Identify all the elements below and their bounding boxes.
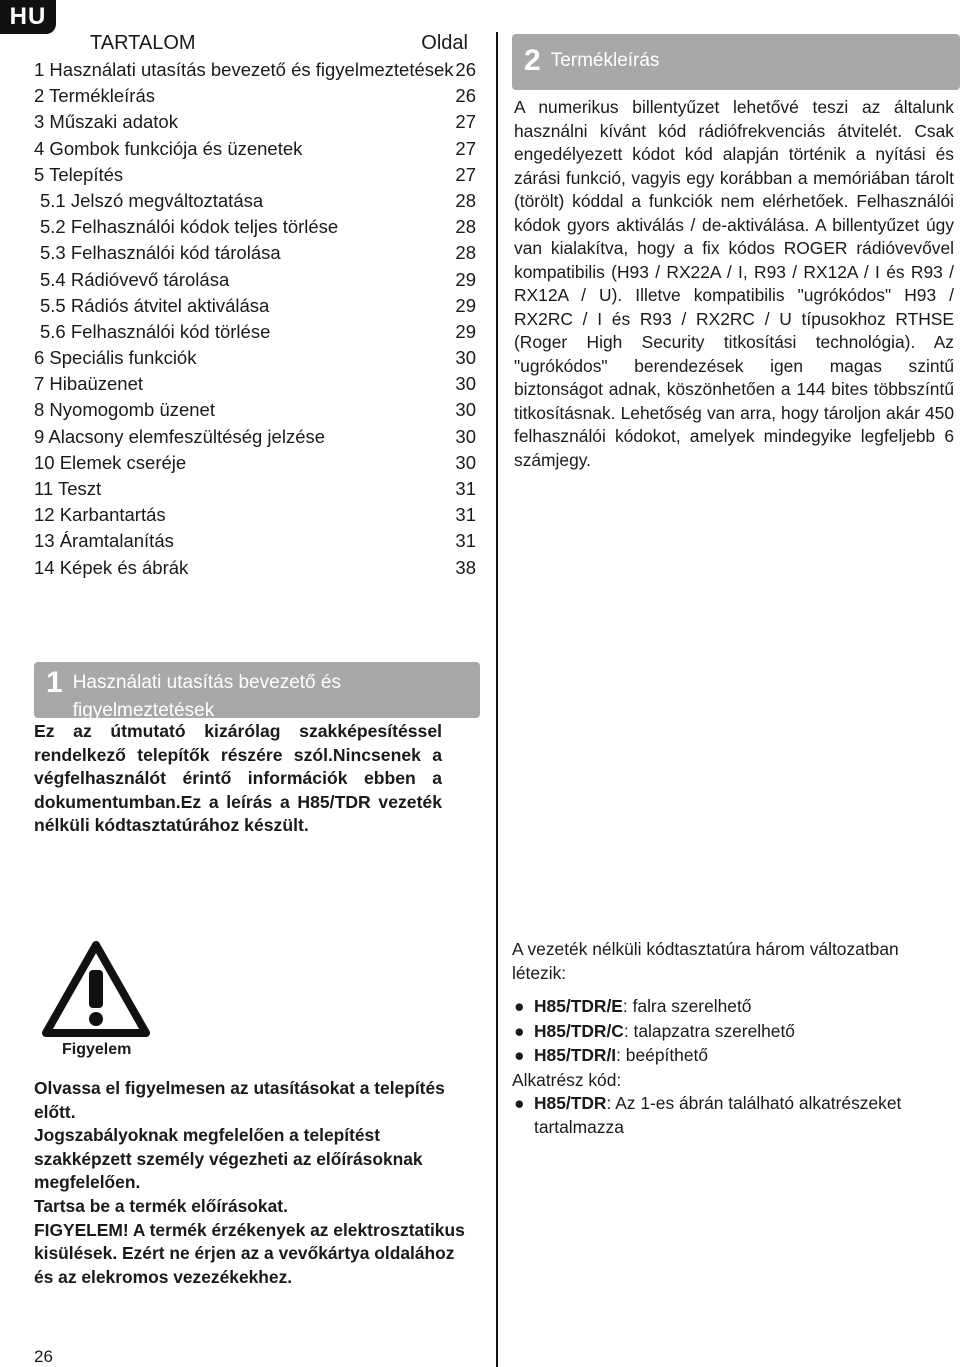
bullet-icon: ● bbox=[514, 1020, 525, 1041]
table-of-contents bbox=[34, 32, 476, 581]
toc-row-page: 29 bbox=[455, 294, 476, 316]
toc-row-label: 5.6 Felhasználói kód törlése bbox=[40, 320, 271, 342]
toc-row-label: 2 Termékleírás bbox=[34, 85, 155, 107]
toc-row bbox=[34, 450, 476, 476]
toc-row-label: 13 Áramtalanítás bbox=[34, 530, 174, 552]
toc-row-page: 27 bbox=[455, 137, 476, 159]
part-item bbox=[512, 1092, 952, 1139]
toc-row-page: 27 bbox=[455, 163, 476, 185]
warning-triangle-icon bbox=[42, 940, 150, 1043]
part-desc: : Az 1-es ábrán található alkatrészeket tartalmazza bbox=[534, 1093, 902, 1137]
page-number: 26 bbox=[34, 1347, 53, 1366]
language-badge: HU bbox=[0, 0, 56, 34]
toc-row bbox=[34, 345, 476, 371]
variant-item bbox=[512, 995, 952, 1019]
toc-row-label: 3 Műszaki adatok bbox=[34, 111, 178, 133]
variant-desc: : beépíthető bbox=[616, 1045, 709, 1065]
section-2-title: Termékleírás bbox=[550, 50, 660, 71]
toc-row bbox=[34, 57, 476, 83]
toc-row-label: 5 Telepítés bbox=[34, 163, 124, 185]
variants-section bbox=[512, 938, 952, 1140]
toc-row-page: 29 bbox=[455, 268, 476, 290]
toc-row-page: 31 bbox=[455, 504, 476, 526]
toc-row bbox=[34, 424, 476, 450]
toc-page-column-label: Oldal bbox=[421, 32, 468, 54]
toc-row-page: 28 bbox=[455, 189, 476, 211]
section-1-header bbox=[34, 662, 480, 721]
toc-row bbox=[34, 136, 476, 162]
toc-row-page: 26 bbox=[455, 85, 476, 107]
toc-row bbox=[34, 528, 476, 554]
variant-code: H85/TDR/I bbox=[534, 1045, 617, 1065]
warning-line: Olvassa el figyelmesen az utasításokat a telepítés előtt. bbox=[34, 1078, 445, 1122]
toc-row-label: 9 Alacsony elemfeszültéség jelzése bbox=[34, 425, 326, 447]
part-code: H85/TDR bbox=[534, 1093, 607, 1113]
toc-row bbox=[34, 476, 476, 502]
toc-row bbox=[34, 555, 476, 581]
toc-row bbox=[34, 267, 476, 293]
toc-row-page: 31 bbox=[455, 478, 476, 499]
variant-desc: : talapzatra szerelhető bbox=[623, 1020, 795, 1041]
section-1-title: Használati utasítás bevezető és figyelmeztetések bbox=[72, 672, 341, 721]
toc-row-page: 27 bbox=[455, 111, 476, 133]
variants-intro: A vezeték nélküli kódtasztatúra három változatban létezik: bbox=[512, 939, 899, 983]
toc-row-label: 14 Képek és ábrák bbox=[34, 556, 189, 578]
toc-row-label: 11 Teszt bbox=[34, 478, 102, 499]
section-2-text: A numerikus billentyűzet lehetővé teszi az általunk használni kívánt kód rádiófrekvenciás átvitelét. Csak engedélyezett kódot kód alapján történik a nyítási és zárási funkció, vagyis egy korábban a memóriában tárolt (törölt) kóddal a funkciók nem elérhetőek. Felhasználói kódok gyors aktiválás / de-aktiválása. A billentyűzet úgy van kialakítva, hogy a fix kódos ROGER rádióvevővel kompatibilis (H93 / RX22A / I, R93 / RX12A / I és R93 / RX12A / U). Illetve kompatibilis "ugrókódos" H93 / RX2RC / I és R93 / RX2RC / U típusokhoz RTHSE (Roger High Security titkosítási technológia). Az "ugrókódos" berendezések igen magas szintű biztonságot adnak, köszönhetően a 144 bites többszíntű titkosításnak. Lehetőség van arra, hogy tároljon akár 450 felhasználói kódokot, amelyek mindegyike legfeljebb 6 számjegy. bbox=[514, 97, 954, 470]
bullet-icon: ● bbox=[514, 1045, 525, 1065]
toc-row bbox=[34, 109, 476, 135]
toc-row bbox=[34, 188, 476, 214]
toc-row-label: 5.4 Rádióvevő tárolása bbox=[40, 268, 230, 290]
variant-desc: : falra szerelhető bbox=[622, 996, 752, 1016]
toc-row-label: 5.5 Rádiós átvitel aktiválása bbox=[40, 294, 270, 316]
toc-row-page: 31 bbox=[455, 530, 476, 552]
toc-row bbox=[34, 240, 476, 266]
warning-line: Tartsa be a termék előírásokat. bbox=[34, 1195, 288, 1216]
toc-row-page: 28 bbox=[455, 216, 476, 238]
toc-row-page: 26 bbox=[455, 59, 476, 80]
toc-row bbox=[34, 214, 476, 240]
toc-title: TARTALOM bbox=[90, 32, 196, 54]
section-1-number: 1 bbox=[46, 666, 63, 699]
bullet-icon: ● bbox=[514, 1093, 525, 1113]
toc-row-page: 30 bbox=[455, 347, 476, 369]
toc-row-page: 29 bbox=[455, 320, 476, 342]
toc-row-label: 1 Használati utasítás bevezető és figyelmeztetések bbox=[34, 59, 454, 80]
toc-row-label: 5.2 Felhasználói kódok teljes törlése bbox=[40, 216, 339, 238]
toc-row-page: 30 bbox=[455, 399, 476, 421]
section-1-text: Ez az útmutató kizárólag szakképesítéssel rendelkező telepítők részére szól.Nincsenek a végfelhasználót érintő információk ebben a dokumentumban.Ez a leírás a H85/TDR vezeték nélküli kódtasztatúrához készült. bbox=[34, 721, 442, 835]
toc-row bbox=[34, 502, 476, 528]
toc-row-label: 10 Elemek cseréje bbox=[34, 451, 187, 473]
variant-item bbox=[512, 1020, 952, 1044]
toc-row-label: 7 Hibaüzenet bbox=[34, 373, 144, 395]
bullet-icon: ● bbox=[514, 996, 525, 1016]
toc-row-label: 12 Karbantartás bbox=[34, 504, 166, 526]
toc-row bbox=[34, 83, 476, 109]
warning-label: Figyelem bbox=[62, 1041, 132, 1058]
toc-row bbox=[34, 162, 476, 188]
toc-row-page: 30 bbox=[455, 451, 476, 473]
variant-code: H85/TDR/E bbox=[534, 996, 623, 1016]
toc-row-label: 5.3 Felhasználói kód tárolása bbox=[40, 242, 281, 264]
warning-text bbox=[34, 1077, 474, 1289]
section-2-number: 2 bbox=[524, 44, 541, 77]
toc-row bbox=[34, 293, 476, 319]
toc-row bbox=[34, 319, 476, 345]
toc-row-label: 5.1 Jelszó megváltoztatása bbox=[40, 189, 264, 211]
toc-header bbox=[34, 32, 476, 56]
variant-code: H85/TDR/C bbox=[534, 1020, 624, 1041]
parts-label: Alkatrész kód: bbox=[512, 1069, 622, 1090]
toc-row-page: 30 bbox=[455, 425, 476, 447]
toc-row bbox=[34, 397, 476, 423]
toc-row-page: 28 bbox=[455, 242, 476, 264]
toc-row-label: 8 Nyomogomb üzenet bbox=[34, 399, 215, 421]
column-divider bbox=[496, 32, 498, 1367]
toc-row-page: 30 bbox=[455, 373, 476, 395]
toc-row-label: 4 Gombok funkciója és üzenetek bbox=[34, 137, 303, 159]
toc-row-label: 6 Speciális funkciók bbox=[34, 347, 197, 369]
warning-line: Jogszabályoknak megfelelően a telepítést szakképzett személy végezheti az előírásoknak megfelelően. bbox=[34, 1125, 423, 1193]
warning-line: FIGYELEM! A termék érzékenyek az elektrosztatikus kisülések. Ezért ne érjen az a vevőkártya oldalához és az elekromos vezezékekhez. bbox=[34, 1219, 465, 1287]
toc-row bbox=[34, 371, 476, 397]
variant-item bbox=[512, 1044, 952, 1068]
section-2-header bbox=[512, 34, 960, 90]
toc-row-page: 38 bbox=[455, 556, 476, 578]
